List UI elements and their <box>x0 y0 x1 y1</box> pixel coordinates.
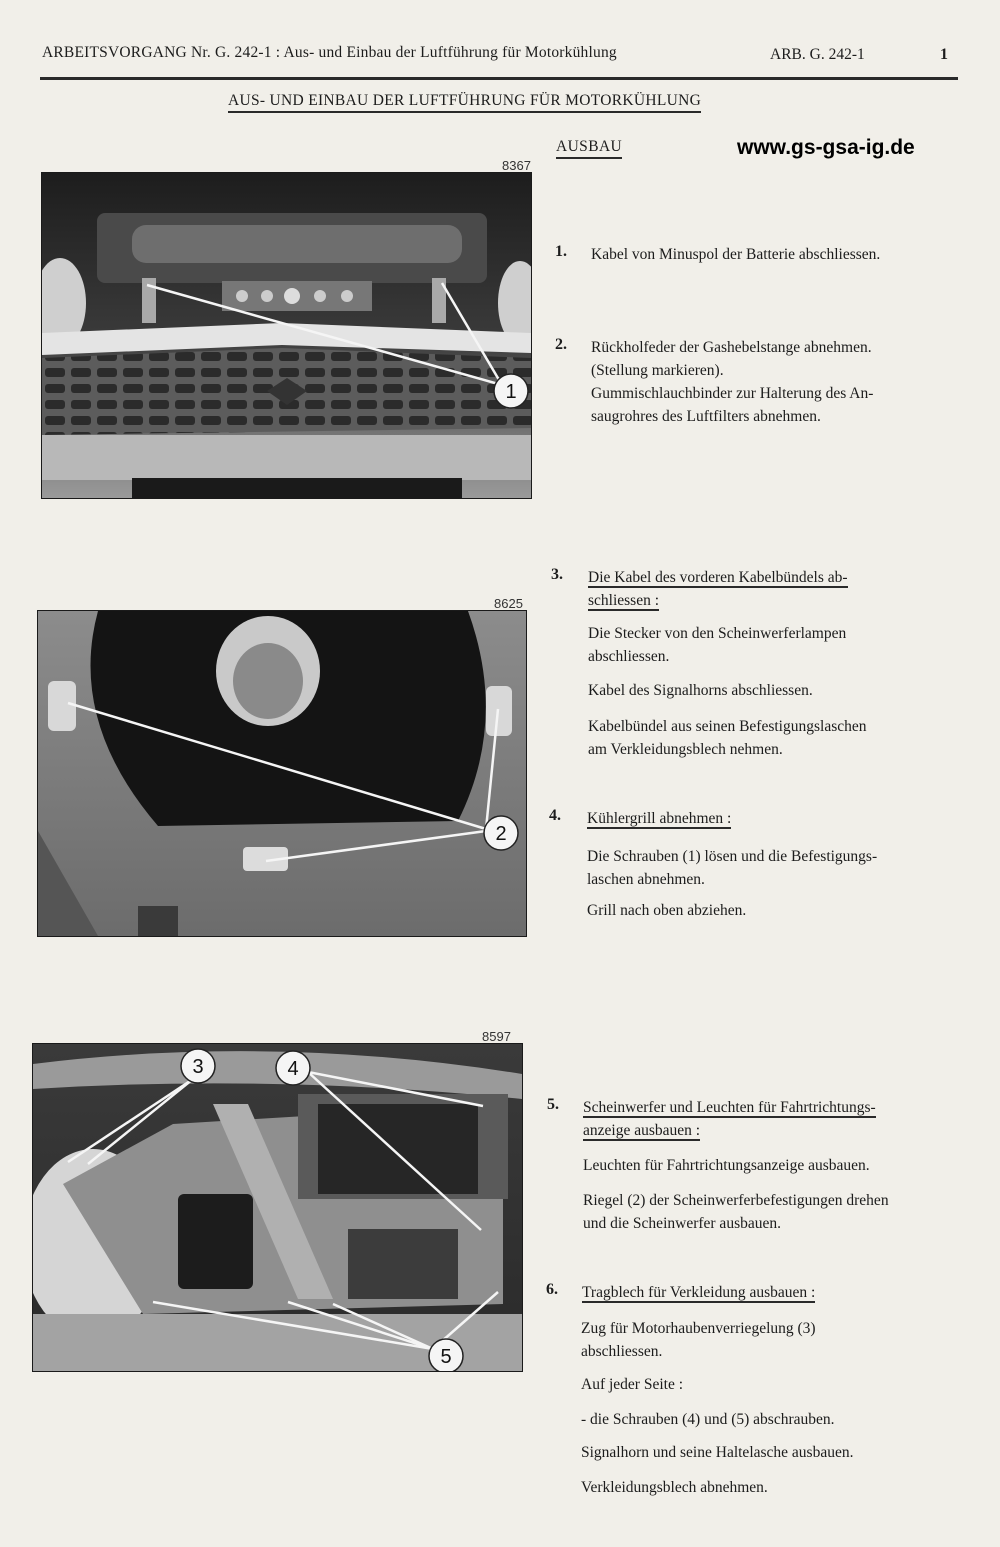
step-5-number: 5. <box>547 1096 559 1113</box>
step-3-number: 3. <box>551 566 563 583</box>
step-4-para-2 <box>587 899 746 922</box>
step-6-para-line: abschliessen. <box>581 1343 663 1360</box>
photo-panel-image <box>33 1044 522 1371</box>
operation-reference: ARB. G. 242-1 <box>770 46 865 63</box>
step-4-heading <box>587 807 731 830</box>
step-3-para-line: Kabel des Signalhorns abschliessen. <box>588 682 813 699</box>
step-4-heading-line: Kühlergrill abnehmen : <box>587 810 732 827</box>
step-5-para-line: und die Scheinwerfer ausbauen. <box>583 1215 781 1232</box>
step-2-line: saugrohres des Luftfilters abnehmen. <box>591 408 821 425</box>
step-3-para-line: abschliessen. <box>588 648 670 665</box>
step-6-number: 6. <box>546 1281 558 1298</box>
page-number: 1 <box>940 46 948 63</box>
step-3-heading <box>588 566 848 612</box>
website-watermark: www.gs-gsa-ig.de <box>737 136 915 159</box>
step-3-para-3 <box>588 715 867 761</box>
step-2-line: Rückholfeder der Gashebelstange abnehmen. <box>591 339 872 356</box>
step-3-para-2 <box>588 679 813 702</box>
step-4-para-1 <box>587 845 877 891</box>
step-5-heading-line: anzeige ausbauen : <box>583 1122 701 1139</box>
callout-2: 2 <box>495 823 507 845</box>
header-rule <box>40 77 958 80</box>
step-5-para-line: Riegel (2) der Scheinwerferbefestigungen drehen <box>583 1192 889 1209</box>
photo-radiator-grille <box>41 172 532 499</box>
step-6-para-line: Verkleidungsblech abnehmen. <box>581 1479 768 1496</box>
step-5-heading-line: Scheinwerfer und Leuchten für Fahrtrichtungs- <box>583 1099 876 1116</box>
step-5-para-1 <box>583 1154 870 1177</box>
step-2-number: 2. <box>555 336 567 353</box>
step-6-para-1 <box>581 1317 816 1363</box>
step-3-para-1 <box>588 622 846 668</box>
step-1-line: Kabel von Minuspol der Batterie abschliessen. <box>591 246 881 263</box>
step-1-number: 1. <box>555 243 567 260</box>
step-6-para-3 <box>581 1408 835 1431</box>
photo-headlamp-housing <box>37 610 527 937</box>
callout-5: 5 <box>440 1346 452 1368</box>
callout-1: 1 <box>505 381 517 403</box>
section-heading: AUSBAU <box>556 138 622 159</box>
step-2-text <box>591 336 873 428</box>
step-5-heading <box>583 1096 876 1142</box>
step-2-line: Gummischlauchbinder zur Halterung des An- <box>591 385 874 402</box>
step-4-number: 4. <box>549 807 561 824</box>
step-4-para-line: Grill nach oben abziehen. <box>587 902 747 919</box>
step-5-para-line: Leuchten für Fahrtrichtungsanzeige ausbauen. <box>583 1157 870 1174</box>
step-6-para-5 <box>581 1476 768 1499</box>
step-6-heading-line: Tragblech für Verkleidung ausbauen : <box>582 1284 816 1301</box>
step-2-line: (Stellung markieren). <box>591 362 724 379</box>
photo-support-panel <box>32 1043 523 1372</box>
photo-number-3: 8597 <box>482 1029 511 1044</box>
step-3-para-line: am Verkleidungsblech nehmen. <box>588 741 783 758</box>
photo-number-2: 8625 <box>494 596 523 611</box>
photo-grille-image <box>42 173 531 498</box>
step-3-heading-line: schliessen : <box>588 592 660 609</box>
step-1-text <box>591 243 880 266</box>
step-3-para-line: Die Stecker von den Scheinwerferlampen <box>588 625 847 642</box>
step-6-para-2 <box>581 1373 683 1396</box>
step-3-para-line: Kabelbündel aus seinen Befestigungslaschen <box>588 718 867 735</box>
step-6-heading <box>582 1281 815 1304</box>
step-6-para-line: Signalhorn und seine Haltelasche ausbauen. <box>581 1444 854 1461</box>
step-6-para-line: - die Schrauben (4) und (5) abschrauben. <box>581 1411 835 1428</box>
step-4-para-line: Die Schrauben (1) lösen und die Befestigungs- <box>587 848 878 865</box>
callout-4: 4 <box>287 1058 299 1080</box>
operation-header: ARBEITSVORGANG Nr. G. 242-1 : Aus- und Einbau der Luftführung für Motorkühlung <box>42 44 617 61</box>
step-6-para-line: Zug für Motorhaubenverriegelung (3) <box>581 1320 816 1337</box>
step-6-para-4 <box>581 1441 853 1464</box>
callout-3: 3 <box>192 1056 204 1078</box>
photo-number-1: 8367 <box>502 158 531 173</box>
step-3-heading-line: Die Kabel des vorderen Kabelbündels ab- <box>588 569 848 586</box>
page-title: AUS- UND EINBAU DER LUFTFÜHRUNG FÜR MOTORKÜHLUNG <box>228 92 701 113</box>
photo-headlamp-image <box>38 611 526 936</box>
step-6-para-line: Auf jeder Seite : <box>581 1376 684 1393</box>
step-5-para-2 <box>583 1189 889 1235</box>
step-4-para-line: laschen abnehmen. <box>587 871 705 888</box>
